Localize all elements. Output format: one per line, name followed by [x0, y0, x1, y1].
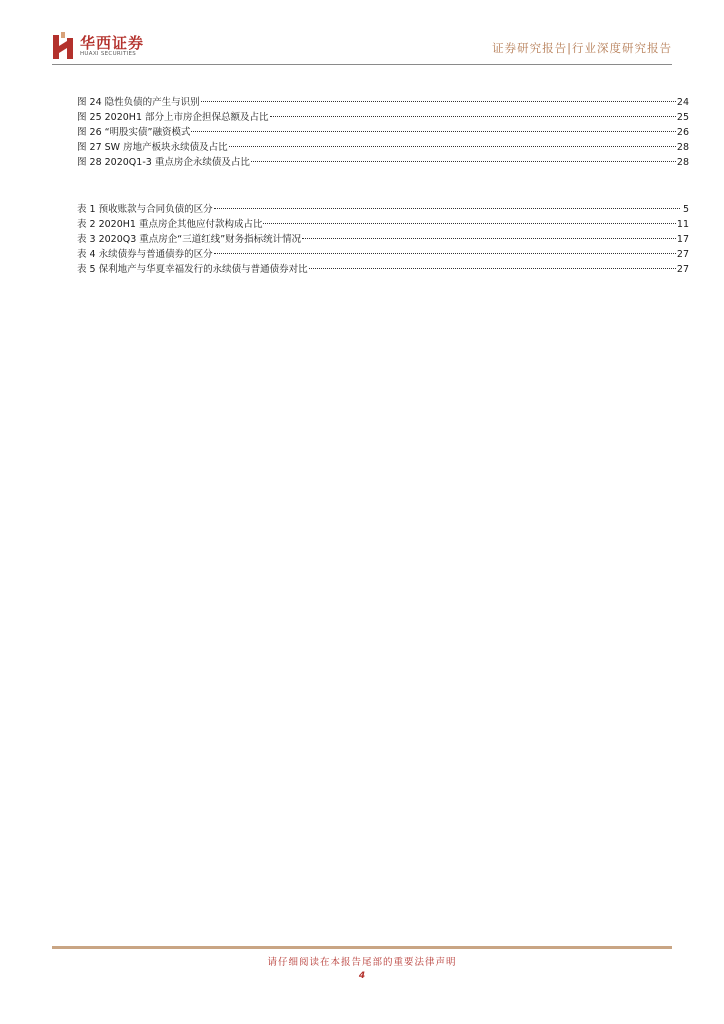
toc-entry-table-3[interactable]: [77, 232, 689, 247]
toc-entry-label: 表 5 保利地产与华夏幸福发行的永续债与普通债券对比: [77, 264, 308, 275]
toc-entry-table-4[interactable]: [77, 247, 689, 262]
toc-entry-page: 28: [676, 157, 689, 168]
toc-entry-page: 24: [676, 97, 689, 108]
toc-entry-page: 26: [676, 127, 689, 138]
toc-entry-label: 表 4 永续债券与普通债券的区分: [77, 249, 213, 260]
dot-leader: [201, 101, 676, 102]
footer-divider: [52, 946, 672, 949]
dot-leader: [214, 253, 676, 254]
dot-leader: [263, 223, 675, 224]
dot-leader: [229, 146, 676, 147]
toc-entry-page: 5: [682, 204, 689, 215]
toc-entry-page: 25: [676, 112, 689, 123]
toc-entry-table-2[interactable]: [77, 217, 689, 232]
header-divider: [52, 64, 672, 65]
report-type-title: 证券研究报告|行业深度研究报告: [492, 41, 672, 55]
toc-entry-label: 图 25 2020H1 部分上市房企担保总额及占比: [77, 112, 269, 123]
dot-leader: [191, 131, 675, 132]
toc-entry-label: 图 28 2020Q1-3 重点房企永续债及占比: [77, 157, 250, 168]
brand-name-cn: 华西证券: [80, 34, 145, 52]
legal-disclaimer-note: 请仔细阅读在本报告尾部的重要法律声明: [267, 957, 457, 968]
toc-entry-label: 表 2 2020H1 重点房企其他应付款构成占比: [77, 219, 263, 230]
toc-entry-label: 图 27 SW 房地产板块永续债及占比: [77, 142, 228, 153]
toc-entry-page: 28: [676, 142, 689, 153]
dot-leader: [214, 208, 680, 209]
huaxi-logo-icon: [52, 32, 74, 60]
page-header: [52, 30, 672, 64]
toc-entry-label: 图 26 “明股实债”融资模式: [77, 127, 191, 138]
toc-entry-figure-25[interactable]: [77, 110, 689, 125]
toc-entry-page: 27: [676, 264, 689, 275]
table-list: [77, 202, 689, 277]
toc-entry-page: 27: [676, 249, 689, 260]
toc-entry-figure-24[interactable]: [77, 95, 689, 110]
dot-leader: [302, 238, 676, 239]
brand-name-en: HUAXI SECURITIES: [80, 51, 137, 57]
toc-entry-label: 图 24 隐性负债的产生与识别: [77, 97, 200, 108]
toc-entry-figure-26[interactable]: [77, 125, 689, 140]
dot-leader: [309, 268, 676, 269]
toc-entry-figure-28[interactable]: [77, 155, 689, 170]
toc-entry-label: 表 3 2020Q3 重点房企“三道红线”财务指标统计情况: [77, 234, 302, 245]
toc-entry-page: 11: [676, 219, 689, 230]
dot-leader: [270, 116, 676, 117]
page-number: 4: [358, 971, 366, 981]
figure-list: [77, 95, 689, 170]
toc-entry-page: 17: [676, 234, 689, 245]
toc-entry-label: 表 1 预收账款与合同负债的区分: [77, 204, 213, 215]
toc-entry-table-1[interactable]: [77, 202, 689, 217]
toc-entry-figure-27[interactable]: [77, 140, 689, 155]
toc-entry-table-5[interactable]: [77, 262, 689, 277]
huaxi-securities-logo: [52, 32, 162, 62]
dot-leader: [251, 161, 676, 162]
